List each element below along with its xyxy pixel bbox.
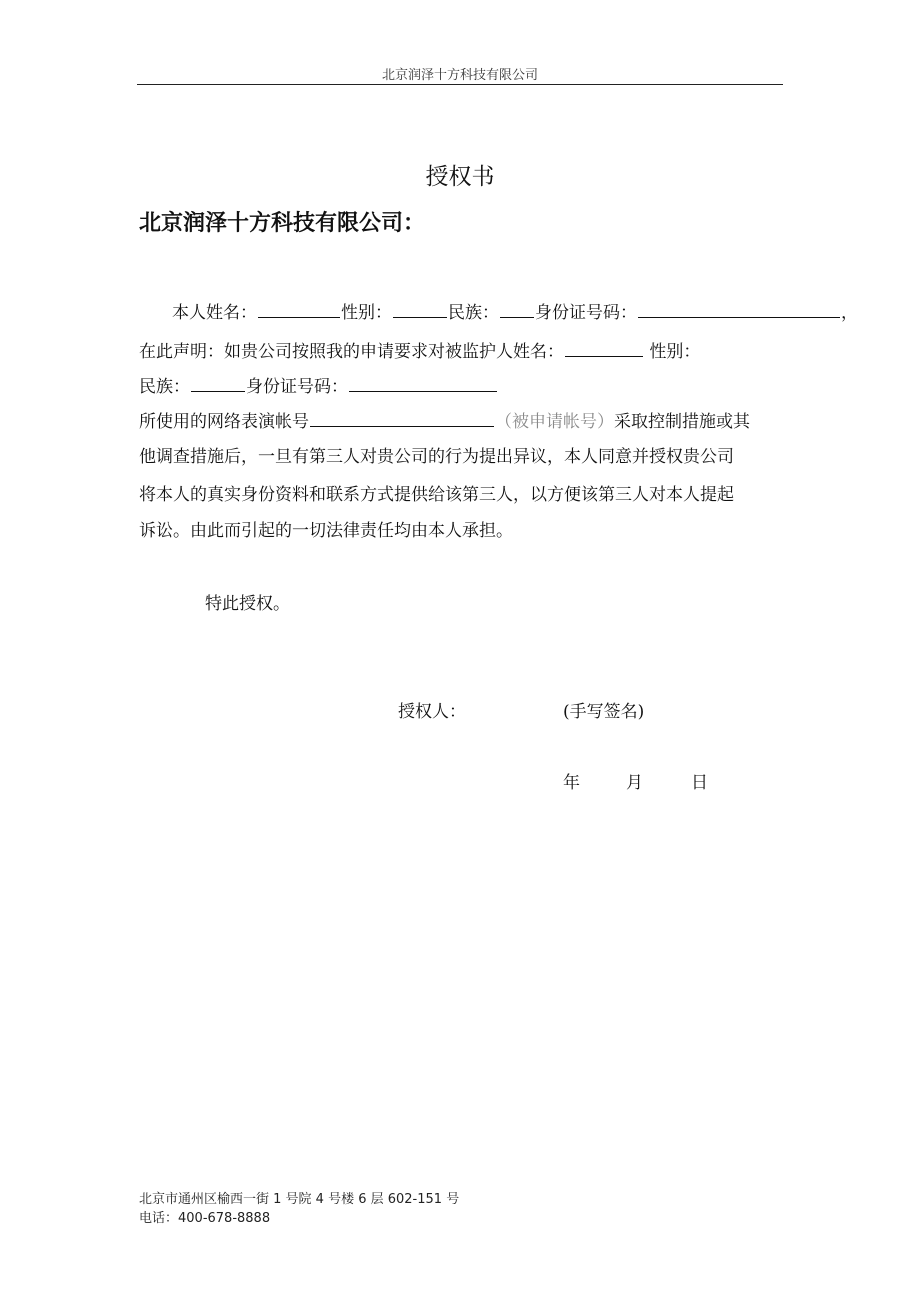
ward-id-label: 身份证号码： (246, 377, 348, 397)
addressee: 北京润泽十方科技有限公司： (139, 211, 426, 236)
ethnicity-label: 民族： (448, 303, 499, 323)
body-line-5: 他调查措施后，一旦有第三人对贵公司的行为提出异议，本人同意并授权贵公司 (139, 447, 734, 467)
gender-blank[interactable] (393, 301, 447, 318)
body-line-4 (139, 407, 750, 432)
gender-label: 性别： (341, 303, 392, 323)
account-blank[interactable] (310, 410, 494, 427)
name-label: 本人姓名： (172, 303, 257, 323)
line-end-comma: ， (841, 303, 858, 323)
header-divider (137, 84, 783, 85)
body-line-1 (172, 298, 858, 323)
body-line-7: 诉讼。由此而引起的一切法律责任均由本人承担。 (139, 521, 513, 541)
footer-address: 北京市通州区榆西一街 1 号院 4 号楼 6 层 602-151 号 (139, 1192, 460, 1207)
body-line-2 (139, 337, 700, 362)
date-day: 日 (691, 773, 708, 793)
footer-phone: 电话：400-678-8888 (139, 1211, 271, 1226)
ward-ethnicity-label: 民族： (139, 377, 190, 397)
account-text: 所使用的网络表演帐号 (139, 412, 309, 432)
date-year: 年 (563, 773, 580, 793)
document-title: 授权书 (425, 164, 495, 190)
body-line-3 (139, 372, 498, 397)
ward-gender-label: 性别： (649, 342, 701, 362)
date-month: 月 (626, 773, 643, 793)
id-number-label: 身份证号码： (535, 303, 637, 323)
id-number-blank[interactable] (638, 301, 840, 318)
account-hint: （被申请帐号） (495, 412, 614, 432)
closing-text: 特此授权。 (205, 594, 290, 614)
ward-ethnicity-blank[interactable] (191, 375, 245, 392)
body-line-6: 将本人的真实身份资料和联系方式提供给该第三人，以方便该第三人对本人提起 (139, 485, 734, 505)
name-blank[interactable] (258, 301, 340, 318)
declaration-text: 在此声明：如贵公司按照我的申请要求对被监护人姓名： (139, 342, 564, 362)
ethnicity-blank[interactable] (500, 301, 534, 318)
ward-name-blank[interactable] (565, 340, 643, 357)
signature-note: (手写签名) (563, 702, 645, 722)
page-header-company: 北京润泽十方科技有限公司 (381, 68, 538, 83)
account-rest: 采取控制措施或其 (614, 412, 750, 432)
ward-id-blank[interactable] (349, 375, 497, 392)
signature-label: 授权人： (398, 702, 466, 722)
